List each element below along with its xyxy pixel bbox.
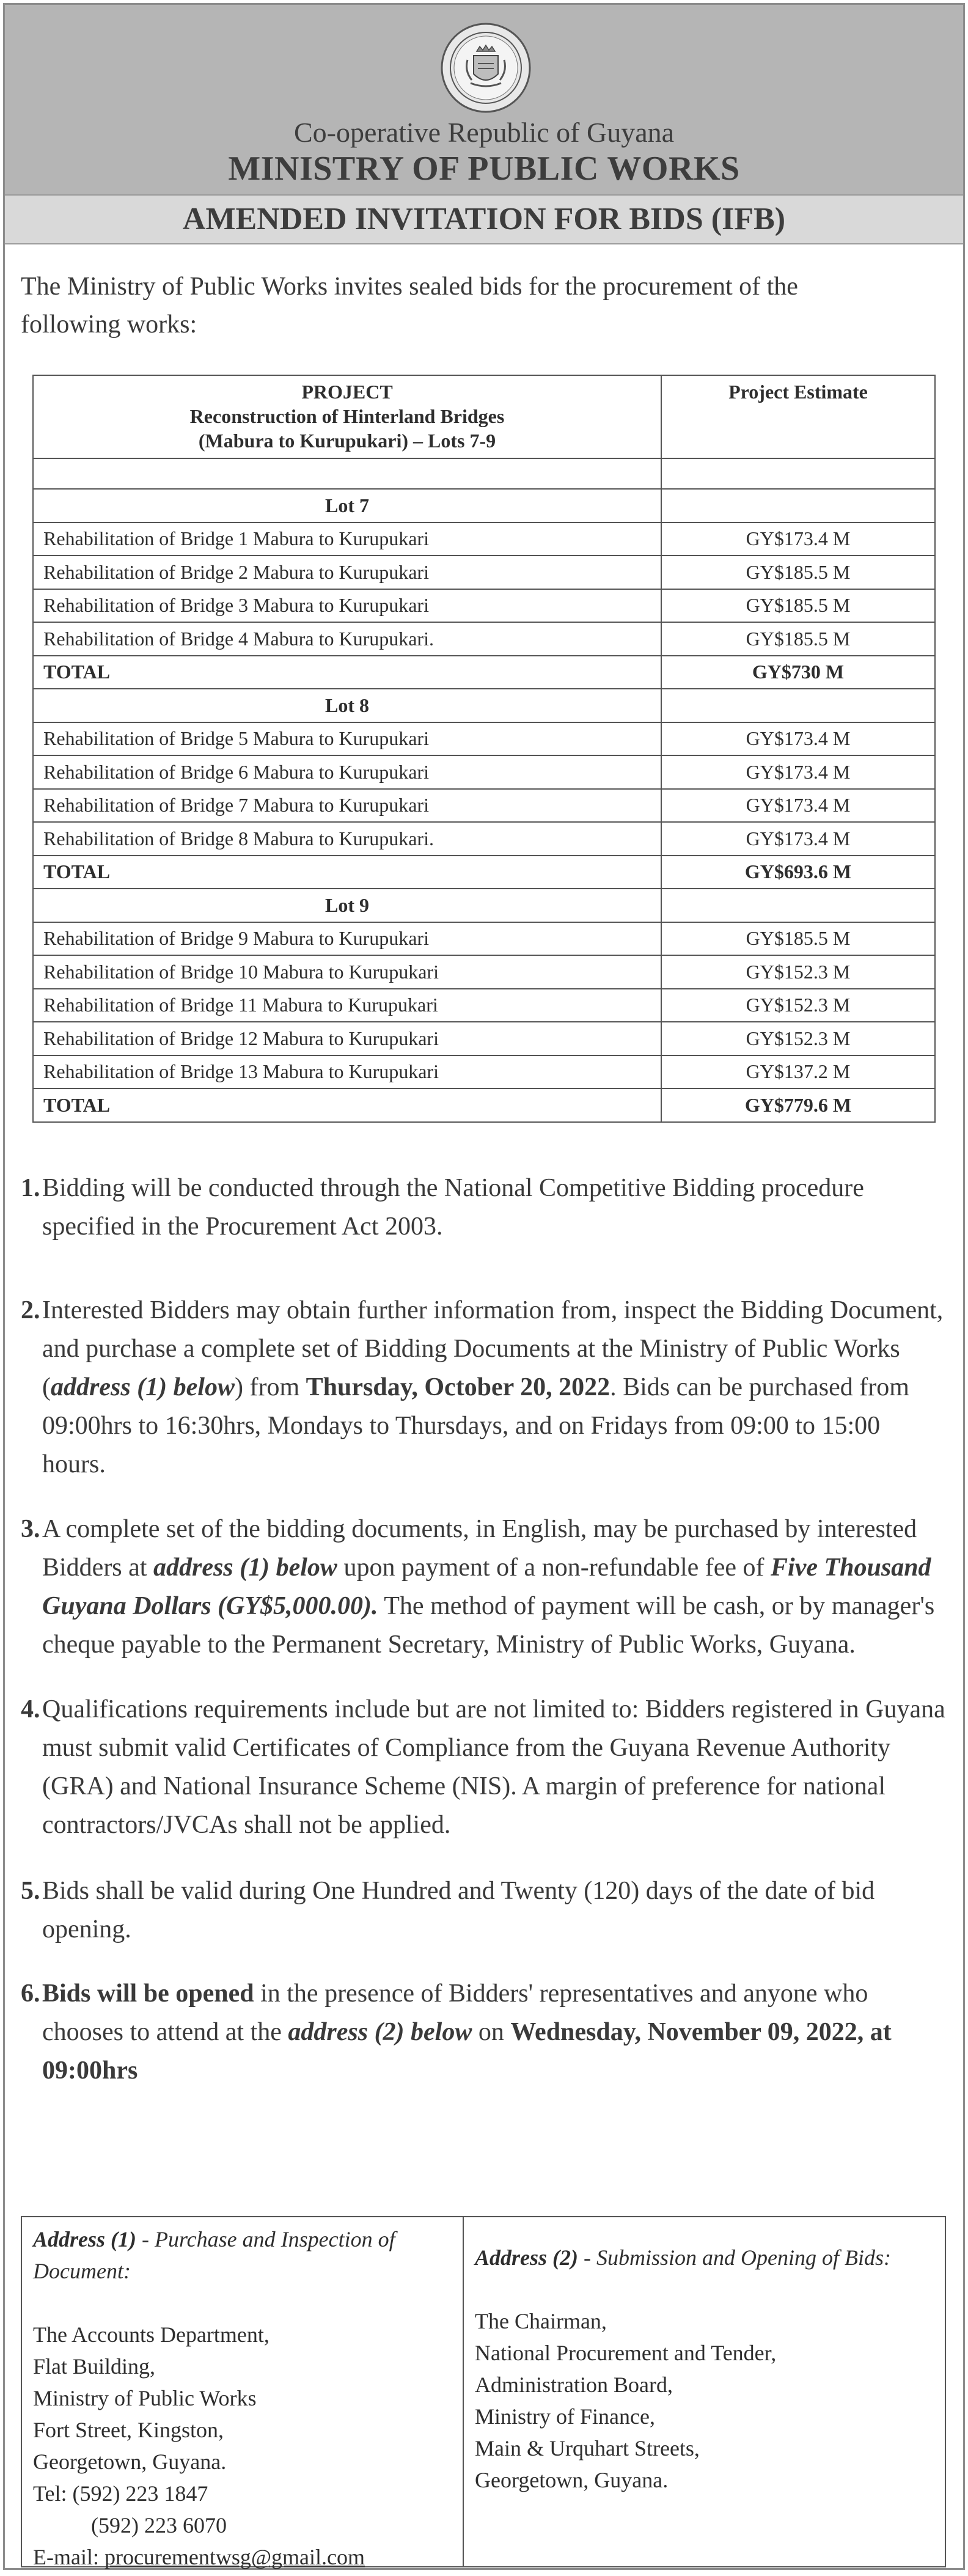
total-label: TOTAL	[33, 856, 661, 889]
paragraph-text: A complete set of the bidding documents, in English, may be purchased by interested Bidders at	[42, 1515, 917, 1582]
address-line: The Accounts Department,	[33, 2322, 270, 2347]
item-estimate: GY$185.5 M	[661, 922, 935, 956]
address-line: Main & Urquhart Streets,	[475, 2436, 700, 2460]
total-value: GY$779.6 M	[661, 1088, 935, 1122]
item-estimate: GY$152.3 M	[661, 989, 935, 1022]
ifb-notice	[3, 3, 965, 2570]
item-estimate: GY$152.3 M	[661, 955, 935, 989]
blank-row	[33, 458, 935, 489]
address-1-ref: address (1) below	[51, 1373, 235, 1401]
item-estimate: GY$185.5 M	[661, 589, 935, 623]
paragraph-5	[21, 1872, 950, 1949]
address-1-title: - Purchase and Inspection of Document:	[33, 2227, 395, 2283]
item-estimate: GY$173.4 M	[661, 822, 935, 856]
address-1-ref: address (1) below	[153, 1554, 337, 1582]
paragraph-text: Qualifications requirements include but are not limited to: Bidders registered in Guyana must submit valid Certificates of Compliance from the Guyana Revenue Authority (GRA) and National Insurance Scheme (NIS). A margin of preference for national contractors/JVCAs shall not be applied.	[42, 1695, 945, 1839]
address-line: Georgetown, Guyana.	[33, 2449, 227, 2474]
item-desc: Rehabilitation of Bridge 1 Mabura to Kurupukari	[33, 523, 661, 556]
address-line: Ministry of Finance,	[475, 2404, 655, 2429]
item-estimate: GY$137.2 M	[661, 1055, 935, 1089]
item-estimate: GY$185.5 M	[661, 622, 935, 656]
item-estimate: GY$173.4 M	[661, 755, 935, 789]
project-scope: (Mabura to Kurupukari) – Lots 7-9	[198, 430, 496, 452]
total-label: TOTAL	[33, 656, 661, 689]
paragraph-text: in the presence of Bidders' representatives and anyone who chooses to attend at the	[42, 1980, 868, 2046]
paragraph-text: The method of payment will be cash, or by manager's cheque payable to the Permanent Secretary, Ministry of Public Works, Guyana.	[42, 1592, 935, 1659]
paragraph-text: Bidding will be conducted through the National Competitive Bidding procedure specified in the Procurement Act 2003.	[42, 1174, 864, 1241]
lot-name: Lot 7	[33, 489, 661, 523]
item-desc: Rehabilitation of Bridge 9 Mabura to Kurupukari	[33, 922, 661, 956]
table-row	[33, 556, 935, 589]
country-name: Co-operative Republic of Guyana	[293, 117, 675, 148]
item-desc: Rehabilitation of Bridge 6 Mabura to Kurupukari	[33, 755, 661, 789]
address-1-label: Address (1)	[33, 2227, 136, 2251]
address-line: The Chairman,	[475, 2309, 607, 2333]
address-2-ref: address (2) below	[288, 2018, 472, 2046]
ministry-name: MINISTRY OF PUBLIC WORKS	[228, 150, 740, 188]
lot-row	[33, 689, 935, 722]
paragraph-number: 4.	[21, 1695, 40, 1723]
table-row	[33, 1022, 935, 1055]
paragraph-1	[21, 1169, 950, 1246]
notice-title: AMENDED INVITATION FOR BIDS (IFB)	[5, 194, 963, 244]
table-row	[33, 955, 935, 989]
email-line	[33, 2541, 452, 2573]
item-desc: Rehabilitation of Bridge 5 Mabura to Kurupukari	[33, 722, 661, 756]
table-row	[33, 589, 935, 623]
lot-row	[33, 489, 935, 523]
item-estimate: GY$173.4 M	[661, 523, 935, 556]
item-estimate: GY$152.3 M	[661, 1022, 935, 1055]
paragraph-number: 5.	[21, 1877, 40, 1905]
table-row	[33, 755, 935, 789]
address-line: Ministry of Public Works	[33, 2386, 257, 2410]
project-header-cell	[33, 375, 661, 458]
table-row	[33, 622, 935, 656]
paragraph-number: 1.	[21, 1174, 40, 1202]
address-1-lines	[33, 2319, 452, 2573]
address-line: Fort Street, Kingston,	[33, 2418, 224, 2442]
paragraph-3	[21, 1510, 950, 1664]
table-row	[33, 523, 935, 556]
paragraph-text: ) from	[234, 1373, 306, 1401]
opening-date: Wednesday, November 09, 2022, at 09:00hrs	[42, 2018, 892, 2085]
total-row	[33, 1088, 935, 1122]
total-label: TOTAL	[33, 1088, 661, 1122]
bid-table	[32, 375, 936, 1123]
paragraph-text: Interested Bidders may obtain further information from, inspect the Bidding Document, and purchase a complete set of Bidding Documents at the Ministry of Public Works (	[42, 1296, 944, 1401]
item-estimate: GY$173.4 M	[661, 789, 935, 823]
item-estimate: GY$173.4 M	[661, 722, 935, 756]
paragraph-2	[21, 1291, 950, 1484]
table-row	[33, 822, 935, 856]
intro-text: The Ministry of Public Works invites sealed bids for the procurement of the following works:	[21, 273, 798, 339]
address-line: Georgetown, Guyana.	[475, 2468, 669, 2492]
address-2-lines	[475, 2305, 934, 2496]
paragraph-text: on	[472, 2018, 511, 2046]
project-name: Reconstruction of Hinterland Bridges	[189, 405, 505, 427]
paragraph-number: 6.	[21, 1980, 40, 2008]
address-line: National Procurement and Tender,	[475, 2341, 777, 2365]
estimate-header-cell: Project Estimate	[661, 375, 935, 458]
address-2-cell	[464, 2217, 945, 2566]
item-desc: Rehabilitation of Bridge 4 Mabura to Kurupukari.	[33, 622, 661, 656]
telephone-2: (592) 223 6070	[91, 2513, 227, 2537]
address-table	[21, 2216, 946, 2567]
total-row	[33, 656, 935, 689]
item-desc: Rehabilitation of Bridge 2 Mabura to Kurupukari	[33, 556, 661, 589]
item-desc: Rehabilitation of Bridge 3 Mabura to Kurupukari	[33, 589, 661, 623]
address-2-heading	[475, 2242, 934, 2273]
item-estimate: GY$185.5 M	[661, 556, 935, 589]
header	[5, 5, 963, 194]
table-row	[33, 989, 935, 1022]
table-row	[33, 1055, 935, 1089]
paragraph-text: Bids shall be valid during One Hundred and Twenty (120) days of the date of bid opening.	[42, 1877, 875, 1943]
item-desc: Rehabilitation of Bridge 7 Mabura to Kurupukari	[33, 789, 661, 823]
paragraph-text: upon payment of a non-refundable fee of	[337, 1554, 771, 1582]
paragraph-4	[21, 1690, 950, 1844]
item-desc: Rehabilitation of Bridge 10 Mabura to Kurupukari	[33, 955, 661, 989]
lot-name: Lot 8	[33, 689, 661, 722]
address-2-title: - Submission and Opening of Bids:	[578, 2245, 891, 2270]
coat-of-arms-seal-icon	[440, 22, 532, 114]
address-2-label: Address (2)	[475, 2245, 578, 2270]
email-label: E-mail:	[33, 2545, 105, 2569]
total-value: GY$730 M	[661, 656, 935, 689]
address-line: Administration Board,	[475, 2372, 673, 2397]
paragraph-number: 2.	[21, 1296, 40, 1324]
total-value: GY$693.6 M	[661, 856, 935, 889]
paragraph-6	[21, 1975, 950, 2090]
table-header-row	[33, 375, 935, 458]
item-desc: Rehabilitation of Bridge 8 Mabura to Kurupukari.	[33, 822, 661, 856]
address-1-heading	[33, 2223, 452, 2287]
table-row	[33, 722, 935, 756]
total-row	[33, 856, 935, 889]
table-row	[33, 922, 935, 956]
lot-row	[33, 889, 935, 922]
paragraph-number: 3.	[21, 1515, 40, 1543]
email-link[interactable]: procurementwsg@gmail.com	[104, 2545, 365, 2569]
lot-name: Lot 9	[33, 889, 661, 922]
item-desc: Rehabilitation of Bridge 11 Mabura to Kurupukari	[33, 989, 661, 1022]
purchase-start-date: Thursday, October 20, 2022	[306, 1373, 610, 1401]
bids-opened-label: Bids will be opened	[42, 1980, 254, 2008]
paragraph-text: . Bids can be purchased from 09:00hrs to 16:30hrs, Mondays to Thursdays, and on Fridays from 09:00 to 15:00 hours.	[42, 1373, 909, 1478]
fee-amount: Five Thousand Guyana Dollars (GY$5,000.00).	[42, 1554, 931, 1620]
item-desc: Rehabilitation of Bridge 12 Mabura to Kurupukari	[33, 1022, 661, 1055]
table-row	[33, 789, 935, 823]
telephone-1: Tel: (592) 223 1847	[33, 2481, 208, 2506]
address-1-cell	[22, 2217, 464, 2569]
item-desc: Rehabilitation of Bridge 13 Mabura to Kurupukari	[33, 1055, 661, 1089]
address-line: Flat Building,	[33, 2354, 156, 2379]
project-label: PROJECT	[301, 381, 393, 403]
